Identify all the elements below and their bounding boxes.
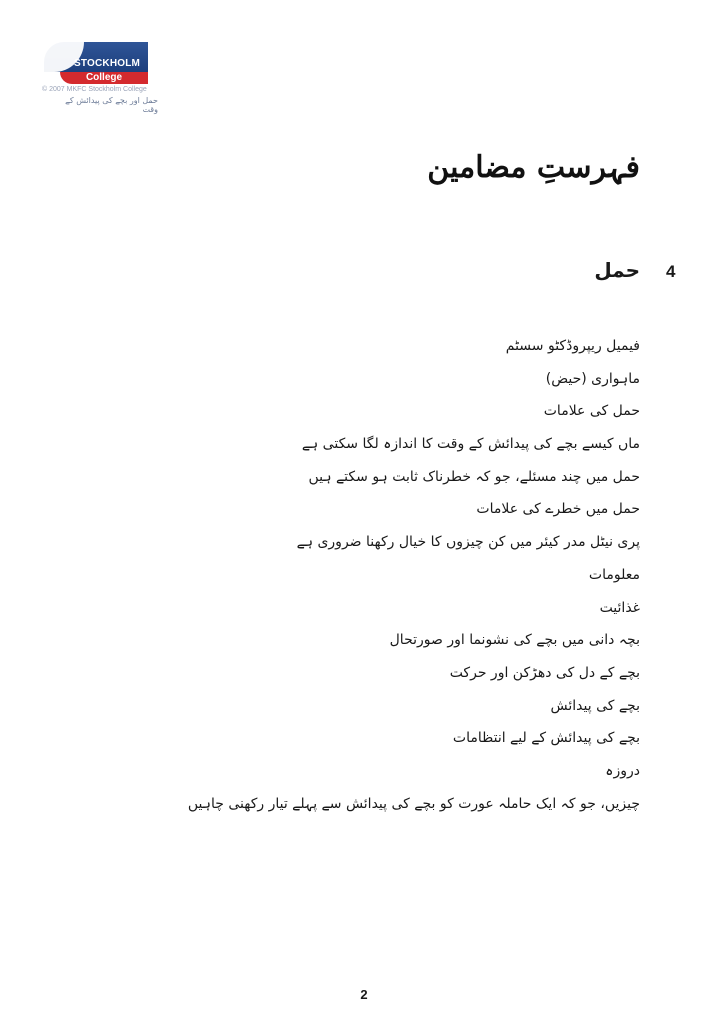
page-title: فہرستِ مضامین bbox=[427, 150, 640, 185]
toc-item: بچے کے دل کی دھڑکن اور حرکت bbox=[449, 664, 640, 681]
toc-item: غذائیت bbox=[599, 599, 640, 616]
toc-item: چیزیں، جو کہ ایک حاملہ عورت کو بچے کی پیدائش سے پہلے تیار رکھنی چاہیں bbox=[187, 795, 640, 812]
chapter-number: 4 bbox=[666, 262, 676, 281]
toc-item: فیمیل ریپروڈکٹو سسٹم bbox=[505, 338, 640, 354]
header-tagline: حمل اور بچے کی پیدائش کے وقت bbox=[65, 96, 158, 114]
college-logo bbox=[44, 42, 148, 84]
toc-item: حمل میں خطرے کی علامات bbox=[476, 501, 640, 518]
toc-item: ماہواری (حیض) bbox=[545, 370, 640, 387]
logo-college-text: College bbox=[85, 72, 123, 83]
toc-item: ماں کیسے بچے کی پیدائش کے وقت کا اندازہ لگا سکتی ہے bbox=[301, 436, 640, 453]
copyright-notice: © 2007 MKFC Stockholm College bbox=[42, 86, 147, 93]
toc-list bbox=[187, 330, 640, 820]
toc-item: بچے کی پیدائش bbox=[550, 697, 640, 714]
logo-stockholm-text: STOCKHOLM bbox=[74, 58, 141, 69]
toc-item: بچہ دانی میں بچے کی نشونما اور صورتحال bbox=[389, 632, 640, 649]
toc-item: بچے کی پیدائش کے لیے انتظامات bbox=[452, 730, 640, 747]
toc-item: معلومات bbox=[588, 566, 640, 583]
toc-item: دروزہ bbox=[605, 762, 640, 779]
toc-item: پری نیٹل مدر کیئر میں کن چیزوں کا خیال رکھنا ضروری ہے bbox=[296, 534, 640, 551]
page-number: 2 bbox=[360, 987, 368, 1002]
toc-item: حمل کی علامات bbox=[543, 403, 640, 420]
toc-item: حمل میں چند مسئلے، جو کہ خطرناک ثابت ہو سکتے ہیں bbox=[308, 468, 640, 485]
chapter-title: حمل bbox=[594, 258, 640, 282]
